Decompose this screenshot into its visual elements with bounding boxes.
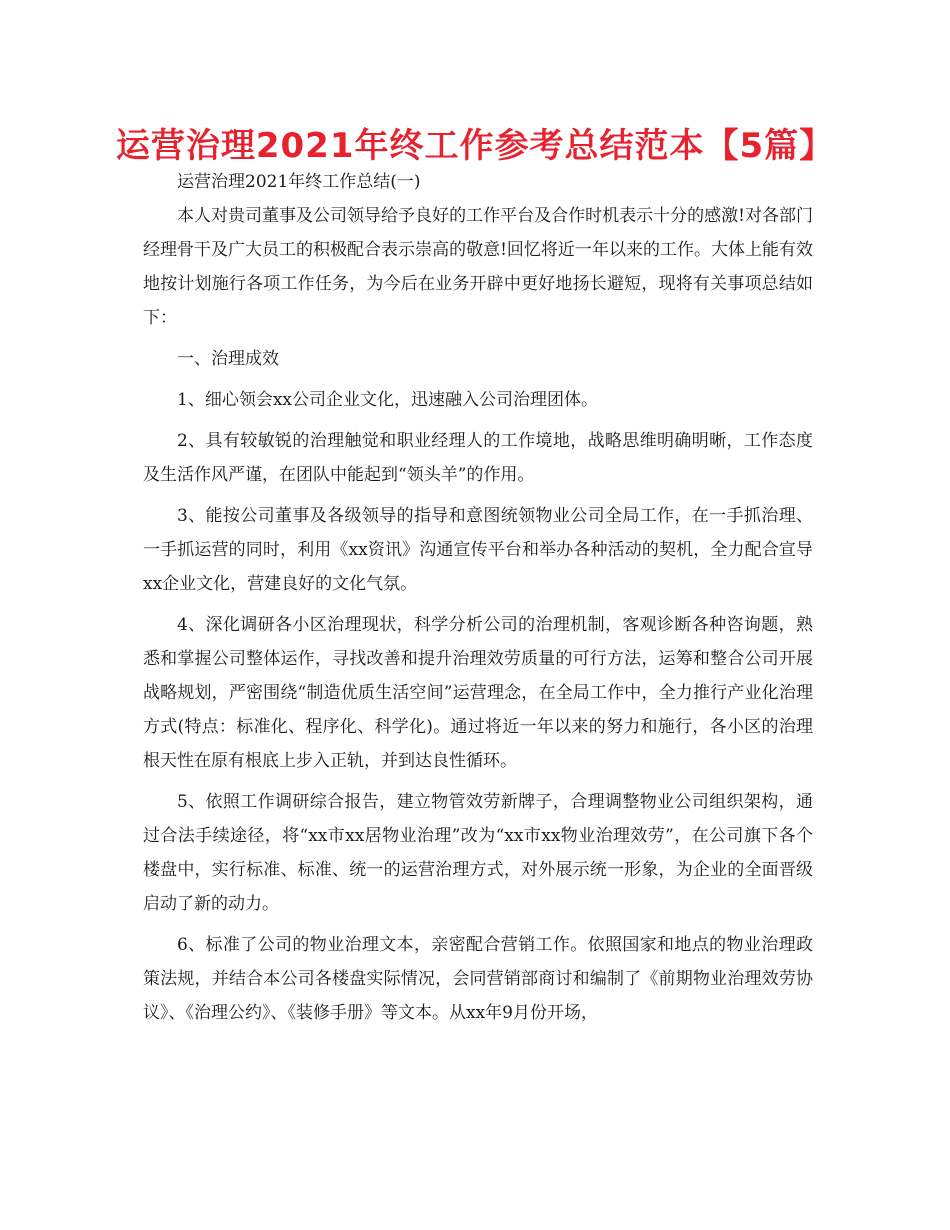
paragraph-item-3: 3、能按公司董事及各级领导的指导和意图统领物业公司全局工作，在一手抓治理、一手抓运营的同时，利用《xx资讯》沟通宣传平台和举办各种活动的契机，全力配合宣导xx企业文化，营建良好的文化气氛。: [143, 506, 813, 594]
document-title: 运营治理2021年终工作参考总结范本【5篇】: [115, 126, 835, 166]
section-subheading: 一、治理成效: [177, 349, 279, 369]
section-heading: 运营治理2021年终工作总结(一): [177, 172, 421, 192]
paragraph-item-2: 2、具有较敏锐的治理触觉和职业经理人的工作境地，战略思维明确明晰，工作态度及生活作风严谨，在团队中能起到“领头羊”的作用。: [143, 431, 813, 485]
paragraph-item-5: 5、依照工作调研综合报告，建立物管效劳新牌子，合理调整物业公司组织架构，通过合法手续途径，将“xx市xx居物业治理”改为“xx市xx物业治理效劳”，在公司旗下各个楼盘中，实行标准、标准、统一的运营治理方式，对外展示统一形象，为企业的全面晋级启动了新的动力。: [143, 792, 813, 914]
paragraph-item-1: 1、细心领会xx公司企业文化，迅速融入公司治理团体。: [177, 390, 598, 410]
paragraph-item-6: 6、标准了公司的物业治理文本，亲密配合营销工作。依照国家和地点的物业治理政策法规，并结合本公司各楼盘实际情况，会同营销部商讨和编制了《前期物业治理效劳协议》、《治理公约》、《装修手册》等文本。从xx年9月份开场，: [143, 935, 813, 1023]
document-body: [143, 165, 813, 1030]
paragraph-item-4: 4、深化调研各小区治理现状，科学分析公司的治理机制，客观诊断各种咨询题，熟悉和掌握公司整体运作，寻找改善和提升治理效劳质量的可行方法，运筹和整合公司开展战略规划，严密围绕“制造优质生活空间”运营理念，在全局工作中，全力推行产业化治理方式(特点：标准化、程序化、科学化)。通过将近一年以来的努力和施行，各小区的治理根天性在原有根底上步入正轨，并到达良性循环。: [143, 615, 813, 771]
paragraph-intro: 本人对贵司董事及公司领导给予良好的工作平台及合作时机表示十分的感激!对各部门经理骨干及广大员工的积极配合表示崇高的敬意!回忆将近一年以来的工作。大体上能有效地按计划施行各项工作任务，为今后在业务开辟中更好地扬长避短，现将有关事项总结如下：: [143, 206, 813, 328]
